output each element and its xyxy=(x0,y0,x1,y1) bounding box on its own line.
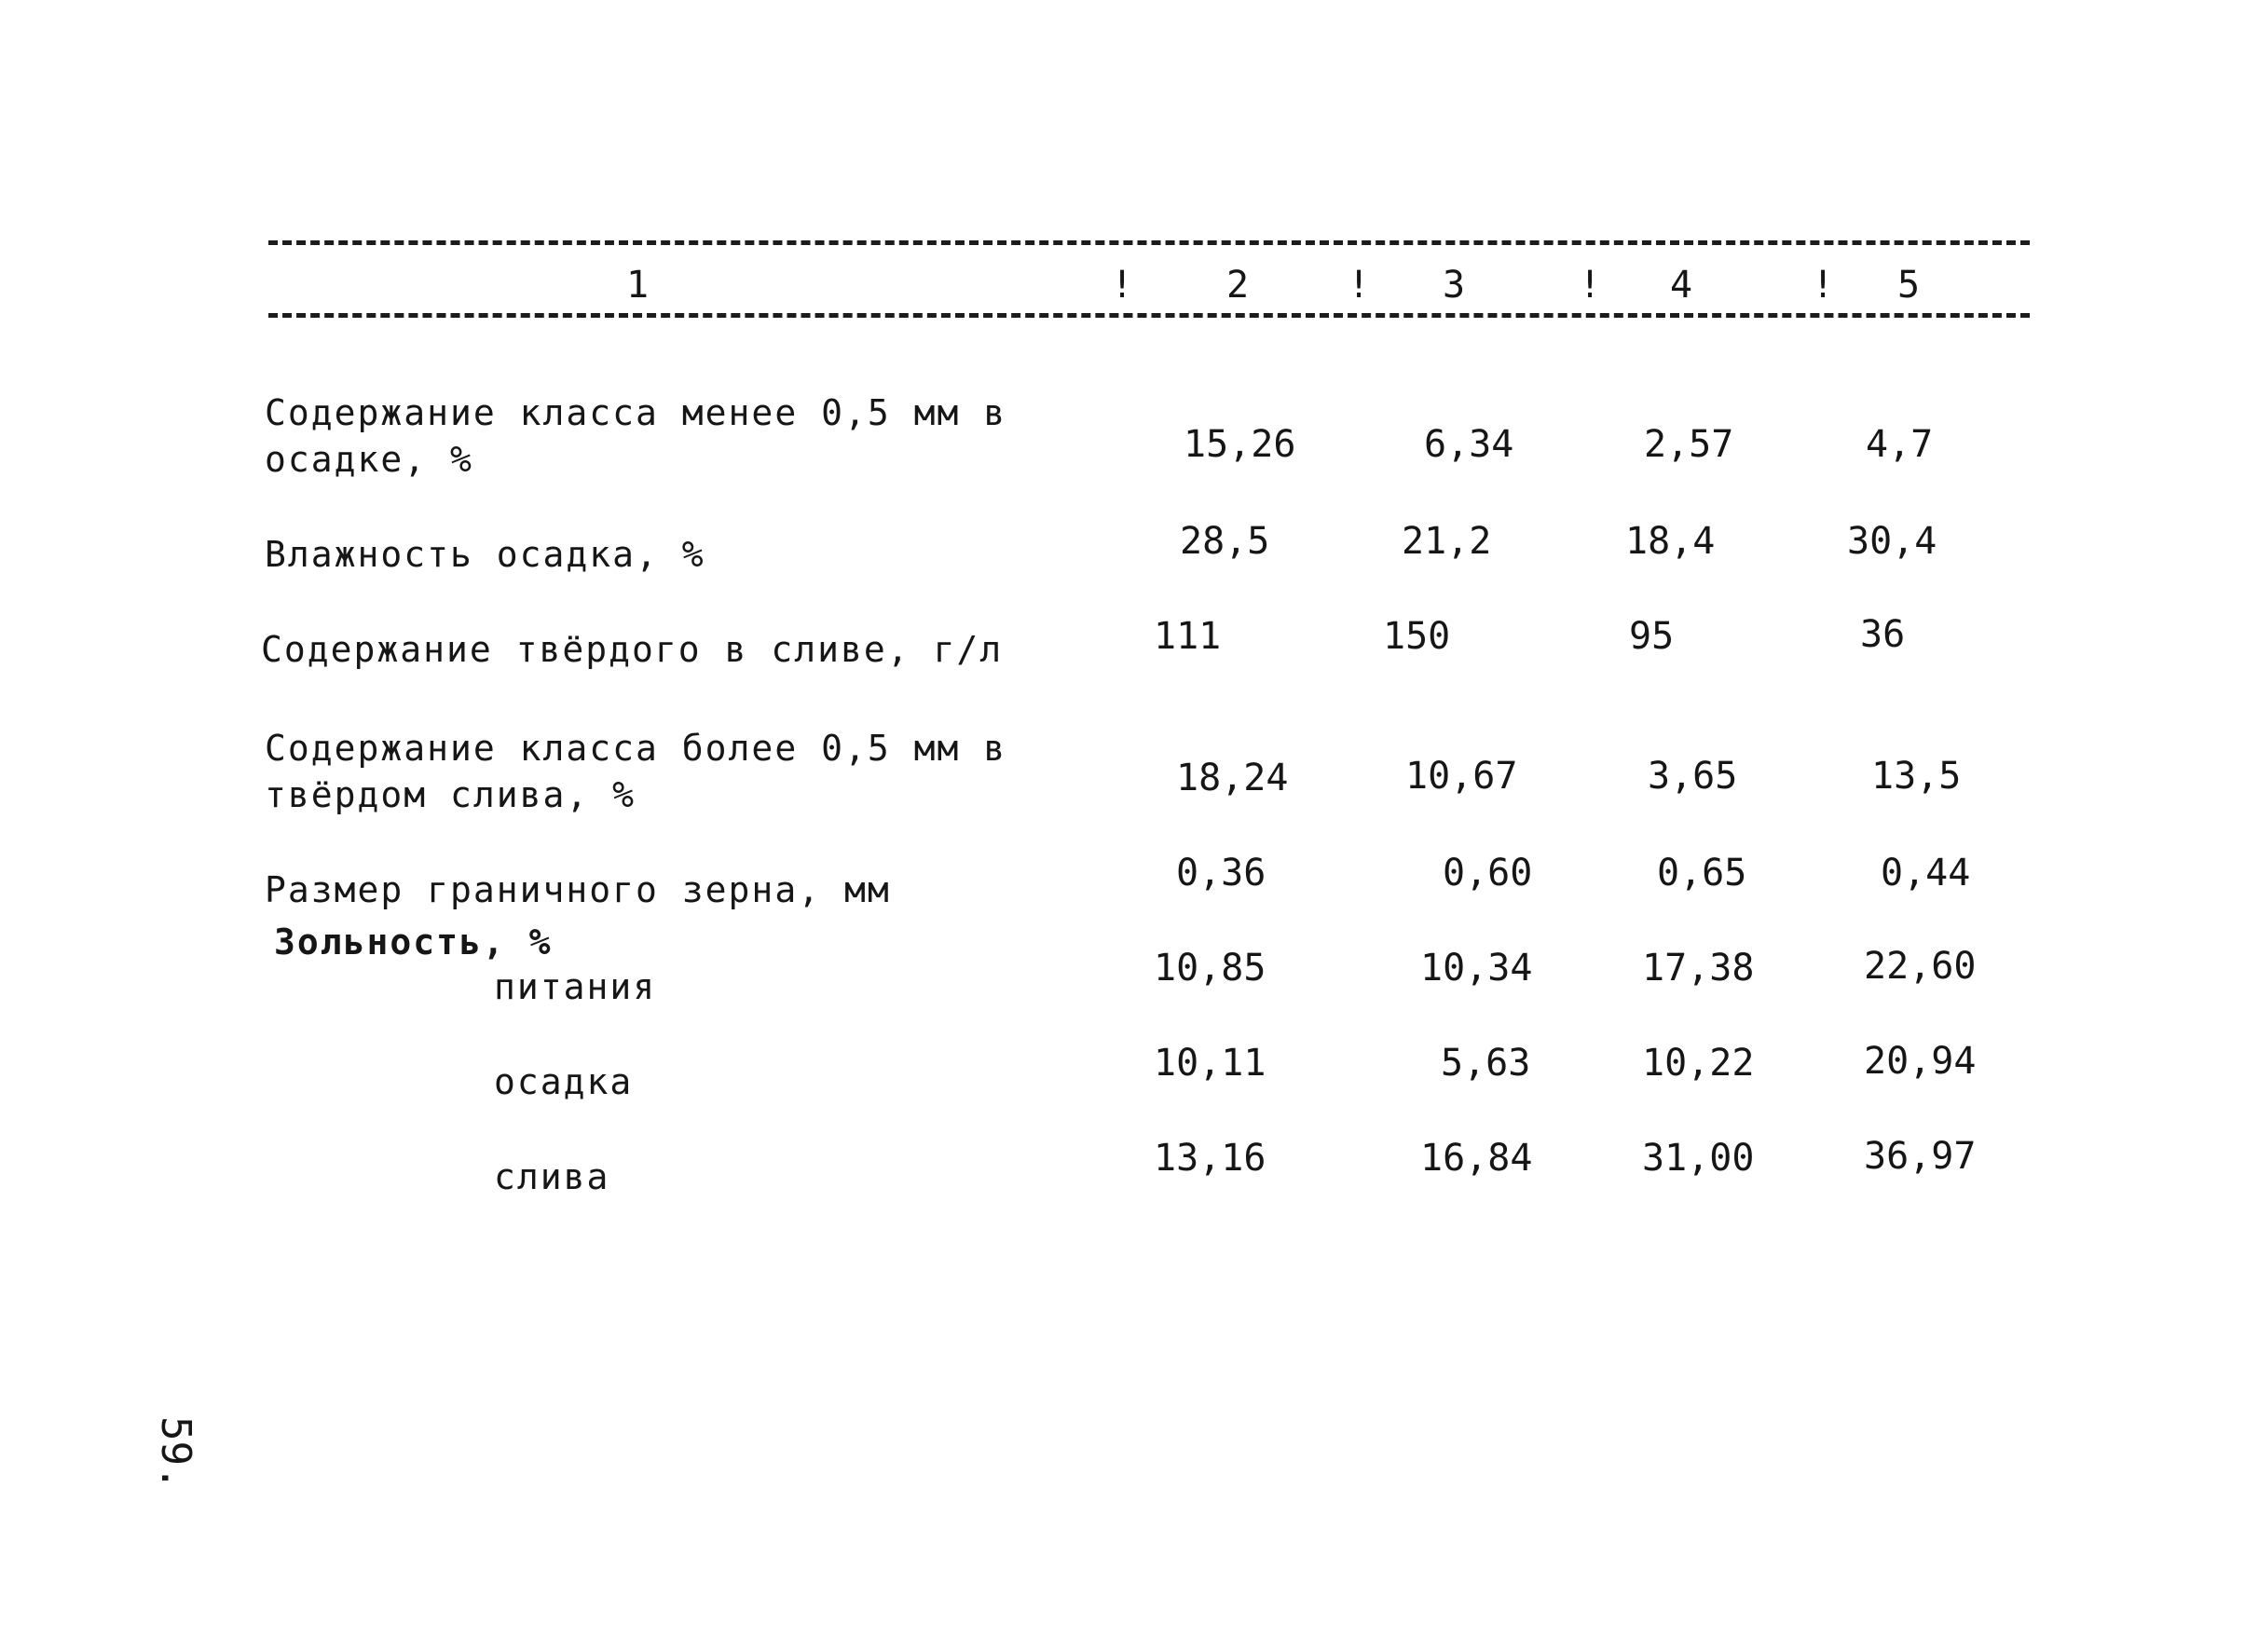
table-top-rule xyxy=(268,240,2030,245)
table-cell: 5,63 xyxy=(1441,1042,1531,1085)
table-cell: 2,57 xyxy=(1644,423,1734,466)
section-label: Зольность, % xyxy=(274,922,553,963)
row-label: слива xyxy=(494,1156,610,1197)
table-cell: 10,85 xyxy=(1154,947,1266,990)
table-cell: 18,4 xyxy=(1625,520,1716,563)
table-cell: 10,11 xyxy=(1154,1042,1266,1085)
table-cell: 13,16 xyxy=(1154,1137,1266,1180)
table-cell: 10,67 xyxy=(1405,755,1518,798)
table-cell: 17,38 xyxy=(1642,947,1755,990)
table-cell: 15,26 xyxy=(1184,423,1296,466)
table-cell: 0,60 xyxy=(1443,852,1533,894)
header-col-5: 5 xyxy=(1897,264,1921,307)
table-cell: 28,5 xyxy=(1180,520,1270,563)
row-label-cont: осадке, % xyxy=(265,439,473,480)
header-separator: ! xyxy=(1111,264,1134,307)
table-cell: 95 xyxy=(1629,615,1675,658)
table-cell: 20,94 xyxy=(1864,1040,1977,1083)
table-cell: 0,44 xyxy=(1881,852,1971,894)
table-header-rule xyxy=(268,313,2030,318)
table-cell: 4,7 xyxy=(1866,423,1934,466)
header-separator: ! xyxy=(1579,264,1602,307)
row-label: Содержание класса более 0,5 мм в xyxy=(265,728,1007,769)
table-cell: 0,65 xyxy=(1657,852,1747,894)
row-label: Содержание класса менее 0,5 мм в xyxy=(265,392,1007,433)
table-cell: 36 xyxy=(1860,613,1906,656)
table-cell: 21,2 xyxy=(1402,520,1492,563)
table-cell: 0,36 xyxy=(1176,852,1266,894)
row-label: Влажность осадка, % xyxy=(265,534,705,575)
row-label: питания xyxy=(494,966,657,1007)
row-label: Содержание твёрдого в сливе, г/л xyxy=(261,629,1004,670)
table-cell: 150 xyxy=(1383,615,1451,658)
table-cell: 10,34 xyxy=(1420,947,1533,990)
header-col-4: 4 xyxy=(1670,264,1693,307)
row-label: Размер граничного зерна, мм xyxy=(265,869,891,910)
table-cell: 30,4 xyxy=(1847,520,1937,563)
row-label-cont: твёрдом слива, % xyxy=(265,774,637,815)
header-col-1: 1 xyxy=(626,264,650,307)
table-cell: 31,00 xyxy=(1642,1137,1755,1180)
table-cell: 36,97 xyxy=(1864,1135,1977,1178)
table-cell: 111 xyxy=(1154,615,1222,658)
table-cell: 13,5 xyxy=(1871,755,1962,798)
page-number: 59. xyxy=(152,1416,199,1491)
table-cell: 10,22 xyxy=(1642,1042,1755,1085)
header-col-3: 3 xyxy=(1443,264,1466,307)
header-col-2: 2 xyxy=(1226,264,1250,307)
row-label: осадка xyxy=(494,1061,634,1102)
table-cell: 22,60 xyxy=(1864,945,1977,988)
header-separator: ! xyxy=(1348,264,1371,307)
table-cell: 6,34 xyxy=(1424,423,1514,466)
table-cell: 3,65 xyxy=(1648,755,1738,798)
header-separator: ! xyxy=(1812,264,1835,307)
table-cell: 18,24 xyxy=(1176,757,1289,799)
table-cell: 16,84 xyxy=(1420,1137,1533,1180)
